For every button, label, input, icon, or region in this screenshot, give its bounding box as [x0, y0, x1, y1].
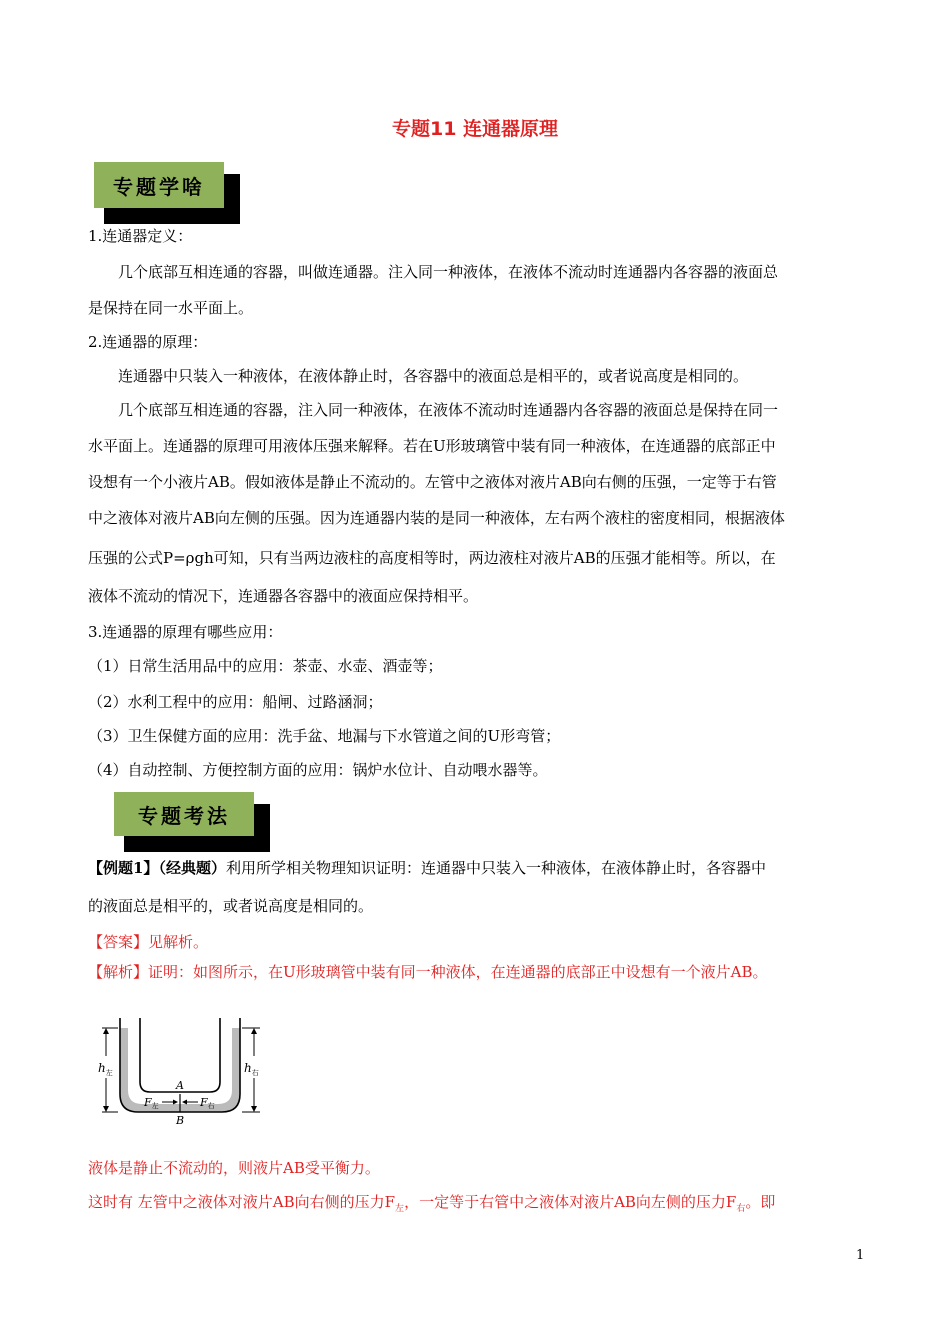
analysis-line — [88, 954, 864, 990]
page-number: 1 — [856, 1248, 865, 1263]
force-right-subscript: 右 — [736, 1204, 746, 1214]
example-1-line1 — [88, 850, 864, 886]
answer-label: 【答案】 — [88, 933, 149, 951]
s3-heading: 3.连通器的原理有哪些应用： — [88, 623, 283, 641]
s1-para-line2: 是保持在同一水平面上。 — [88, 299, 254, 317]
point-b-label: B — [176, 1114, 185, 1126]
result-line2-part3: 。即 — [745, 1193, 776, 1211]
banner-learn-label: 专题学啥 — [94, 162, 224, 208]
result-line2 — [88, 1184, 864, 1227]
force-left-arrow-head — [173, 1100, 178, 1105]
s2-line1: 连通器中只装入一种液体，在液体静止时，各容器中的液面总是相平的，或者说高度是相同的。 — [118, 367, 749, 385]
s3-app-3: （3）卫生保健方面的应用：洗手盆、地漏与下水管道之间的U形弯管； — [88, 727, 561, 745]
force-right-label: F右 — [200, 1096, 215, 1110]
force-left-label: F左 — [144, 1096, 159, 1110]
s2-line6: 压强的公式P=ρgh可知，只有当两边液柱的高度相等时，两边液柱对液片AB的压强才能相等。所以，在 — [88, 549, 776, 567]
s2-line2: 几个底部互相连通的容器，注入同一种液体，在液体不流动时连通器内各容器的液面总是保持在同一 — [118, 401, 779, 419]
point-a-label: A — [176, 1079, 184, 1092]
left-arrow-head-up — [103, 1028, 109, 1034]
u-tube-diagram — [96, 1016, 266, 1126]
right-arrow-head-up — [251, 1028, 257, 1034]
example-tag: （经典题） — [158, 859, 226, 877]
s3-app-4: （4）自动控制、方便控制方面的应用：锅炉水位计、自动喂水器等。 — [88, 761, 548, 779]
example-text: 利用所学相关物理知识证明：连通器中只装入一种液体，在液体静止时，各容器中 — [225, 859, 766, 877]
s3-app-1: （1）日常生活用品中的应用：茶壶、水壶、酒壶等； — [88, 657, 443, 675]
result-line2-part1: 这时有 左管中之液体对液片AB向右侧的压力F — [88, 1193, 396, 1211]
answer-text: 见解析。 — [148, 933, 209, 951]
s1-heading: 1.连通器定义： — [88, 227, 193, 245]
example-label: 【例题1】 — [88, 859, 159, 877]
analysis-text: 证明：如图所示，在U形玻璃管中装有同一种液体，在连通器的底部正中设想有一个液片AB。 — [148, 963, 768, 981]
result-line2-part2: ，一定等于右管中之液体对液片AB向左侧的压力F — [404, 1193, 737, 1211]
right-arrow-head-down — [251, 1106, 257, 1112]
s2-line4: 设想有一个小液片AB。假如液体是静止不流动的。左管中之液体对液片AB向右侧的压强，一定等于右管 — [88, 473, 777, 491]
s3-app-2: （2）水利工程中的应用：船闸、过路涵洞； — [88, 693, 383, 711]
s2-heading: 2.连通器的原理： — [88, 333, 208, 351]
result-line1: 液体是静止不流动的，则液片AB受平衡力。 — [88, 1159, 380, 1177]
s2-line3: 水平面上。连通器的原理可用液体压强来解释。若在U形玻璃管中装有同一种液体，在连通器的底部正中 — [88, 437, 776, 455]
force-left-subscript: 左 — [395, 1204, 405, 1214]
s2-line7: 液体不流动的情况下，连通器各容器中的液面应保持相平。 — [88, 587, 479, 605]
s2-line5: 中之液体对液片AB向左侧的压强。因为连通器内装的是同一种液体，左右两个液柱的密度相同，根据液体 — [88, 509, 785, 527]
analysis-label: 【解析】 — [88, 963, 149, 981]
force-right-arrow-head — [182, 1100, 187, 1105]
h-right-label: $h_右$ — [244, 1061, 259, 1077]
s1-para-line1: 几个底部互相连通的容器，叫做连通器。注入同一种液体，在液体不流动时连通器内各容器的液面总 — [118, 263, 779, 281]
banner-methods-label: 专题考法 — [114, 792, 254, 836]
page-title: 专题11 连通器原理 — [391, 118, 559, 140]
left-arrow-head-down — [103, 1106, 109, 1112]
example-1-line2: 的液面总是相平的，或者说高度是相同的。 — [88, 897, 374, 915]
h-left-label: $h_左$ — [98, 1061, 113, 1077]
